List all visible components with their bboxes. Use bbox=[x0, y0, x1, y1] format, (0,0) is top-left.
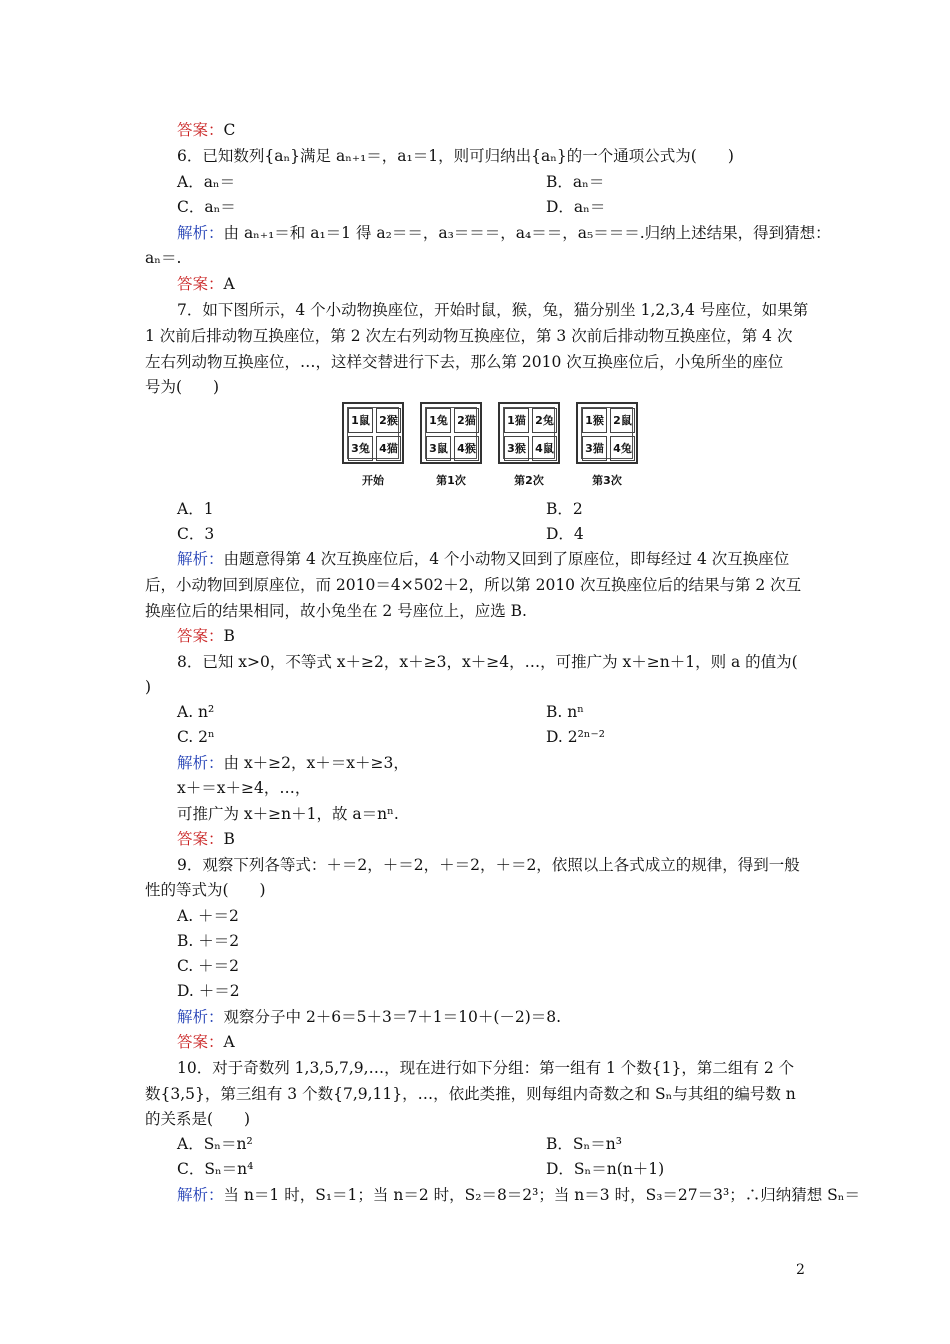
text-line bbox=[177, 906, 239, 926]
text-line bbox=[145, 880, 266, 900]
text-line bbox=[177, 753, 409, 773]
text-line bbox=[177, 652, 798, 672]
panel-caption: 开始 bbox=[362, 474, 384, 487]
seat-cell: 3猴 bbox=[504, 436, 529, 461]
line-text: A．Sₙ＝n² bbox=[177, 1135, 253, 1153]
text-line bbox=[177, 197, 236, 217]
seat-cell: 1鼠 bbox=[348, 408, 373, 433]
line-text: A. n² bbox=[177, 703, 215, 721]
panel-caption: 第1次 bbox=[436, 474, 466, 487]
seat-cell: 3猫 bbox=[582, 436, 607, 461]
seat-cell: 4鼠 bbox=[532, 436, 557, 461]
seat-grid bbox=[581, 407, 633, 459]
line-text: aₙ＝. bbox=[145, 249, 182, 267]
analysis-label: 解析： bbox=[177, 550, 224, 568]
page-number: 2 bbox=[796, 1262, 805, 1278]
line-text: B bbox=[223, 627, 235, 645]
text-line bbox=[177, 524, 214, 544]
line-text: C．3 bbox=[177, 525, 215, 543]
text-line bbox=[145, 1109, 250, 1129]
text-line bbox=[177, 1159, 253, 1179]
line-text: 可推广为 x＋≥n＋1，故 a＝nⁿ. bbox=[177, 805, 399, 823]
seat-cell: 2兔 bbox=[532, 408, 557, 433]
text-line bbox=[177, 855, 800, 875]
line-text: 的关系是( ) bbox=[145, 1110, 251, 1128]
text-line bbox=[177, 702, 214, 722]
line-text: B．aₙ＝ bbox=[546, 173, 605, 191]
text-line bbox=[177, 1032, 235, 1052]
answer-label: 答案： bbox=[177, 627, 224, 645]
line-text: D. 2²ⁿ⁻² bbox=[546, 728, 605, 746]
line-text: C．Sₙ＝n⁴ bbox=[177, 1160, 254, 1178]
seat-cell: 3兔 bbox=[348, 436, 373, 461]
text-line bbox=[177, 300, 808, 320]
text-line bbox=[177, 1134, 253, 1154]
text-line bbox=[177, 146, 734, 166]
line-text: x＋＝x＋≥4，…， bbox=[177, 779, 311, 797]
line-text: 数{3,5}，第三组有 3 个数{7,9,11}，…，依此类推，则每组内奇数之和 Sₙ与其组的编号数 n bbox=[145, 1085, 796, 1103]
line-text: D．4 bbox=[546, 525, 584, 543]
analysis-label: 解析： bbox=[177, 754, 224, 772]
seat-swap-figure bbox=[342, 402, 640, 492]
text-line bbox=[145, 326, 792, 346]
seat-cell: 4兔 bbox=[610, 436, 635, 461]
text-line bbox=[546, 172, 604, 192]
text-line bbox=[177, 1185, 860, 1205]
text-line bbox=[145, 248, 181, 268]
line-text: 由 x＋≥2，x＋＝x＋≥3， bbox=[223, 754, 409, 772]
line-text: 9．观察下列各等式：＋＝2，＋＝2，＋＝2，＋＝2，依照以上各式成立的规律，得到一般 bbox=[177, 856, 800, 874]
line-text: 由 aₙ₊₁＝和 a₁＝1 得 a₂＝＝，a₃＝＝＝，a₄＝＝，a₅＝＝＝.归纳上述结果，得到猜想： bbox=[223, 224, 831, 242]
line-text: ) bbox=[145, 678, 152, 696]
line-text: 8．已知 x>0，不等式 x＋≥2，x＋≥3，x＋≥4，…，可推广为 x＋≥n＋1，则 a 的值为( bbox=[177, 653, 798, 671]
text-line bbox=[177, 956, 239, 976]
line-text: 1 次前后排动物互换座位，第 2 次左右列动物互换座位，第 3 次前后排动物互换座位，第 4 次 bbox=[145, 327, 793, 345]
seat-cell: 3鼠 bbox=[426, 436, 451, 461]
line-text: B bbox=[223, 830, 235, 848]
text-line bbox=[177, 274, 235, 294]
text-line bbox=[546, 702, 584, 722]
seat-grid bbox=[503, 407, 555, 459]
seat-cell: 1兔 bbox=[426, 408, 451, 433]
line-text: A bbox=[223, 1033, 235, 1051]
analysis-label: 解析： bbox=[177, 224, 224, 242]
text-line bbox=[177, 499, 214, 519]
answer-label: 答案： bbox=[177, 830, 224, 848]
line-text: 后，小动物回到原座位，而 2010＝4×502＋2，所以第 2010 次互换座位后的结果与第 2 次互 bbox=[145, 576, 802, 594]
text-line bbox=[177, 778, 310, 798]
line-text: C. ＋＝2 bbox=[177, 957, 240, 975]
line-text: C．aₙ＝ bbox=[177, 198, 236, 216]
line-text: 当 n＝1 时，S₁＝1；当 n＝2 时，S₂＝8＝2³；当 n＝3 时，S₃＝27＝3³；∴归纳猜想 Sₙ＝ bbox=[223, 1186, 860, 1204]
panel-caption: 第3次 bbox=[592, 474, 622, 487]
analysis-label: 解析： bbox=[177, 1008, 224, 1026]
text-line bbox=[177, 829, 235, 849]
analysis-label: 解析： bbox=[177, 1186, 224, 1204]
line-text: B．2 bbox=[546, 500, 583, 518]
seat-cell: 4猫 bbox=[376, 436, 401, 461]
line-text: A bbox=[223, 275, 235, 293]
seat-panel bbox=[498, 402, 560, 464]
answer-label: 答案： bbox=[177, 1033, 224, 1051]
text-line bbox=[546, 197, 605, 217]
seat-cell: 2猫 bbox=[454, 408, 479, 433]
text-line bbox=[177, 1058, 794, 1078]
text-line bbox=[145, 677, 151, 697]
line-text: 7．如下图所示，4 个小动物换座位，开始时鼠，猴，兔，猫分别坐 1,2,3,4 号座位，如果第 bbox=[177, 301, 809, 319]
text-line bbox=[145, 1084, 796, 1104]
line-text: 6．已知数列{aₙ}满足 aₙ₊₁＝，a₁＝1，则可归纳出{aₙ}的一个通项公式为( ) bbox=[177, 147, 734, 165]
seat-panel bbox=[420, 402, 482, 464]
line-text: C bbox=[223, 121, 236, 139]
seat-grid bbox=[347, 407, 399, 459]
text-line bbox=[546, 1134, 622, 1154]
text-line bbox=[546, 727, 605, 747]
seat-grid bbox=[425, 407, 477, 459]
line-text: A．aₙ＝ bbox=[177, 173, 236, 191]
text-line bbox=[177, 981, 240, 1001]
text-line bbox=[177, 626, 235, 646]
line-text: D．aₙ＝ bbox=[546, 198, 606, 216]
line-text: B. nⁿ bbox=[546, 703, 584, 721]
text-line bbox=[177, 120, 235, 140]
line-text: A．1 bbox=[177, 500, 214, 518]
text-line bbox=[145, 377, 219, 397]
line-text: D．Sₙ＝n(n＋1) bbox=[546, 1160, 665, 1178]
seat-cell: 1猫 bbox=[504, 408, 529, 433]
line-text: 左右列动物互换座位，…，这样交替进行下去，那么第 2010 次互换座位后，小兔所坐的座位 bbox=[145, 353, 784, 371]
text-line bbox=[145, 601, 527, 621]
seat-cell: 2鼠 bbox=[610, 408, 635, 433]
seat-panel bbox=[576, 402, 638, 464]
line-text: 性的等式为( ) bbox=[145, 881, 266, 899]
text-line bbox=[177, 549, 789, 569]
line-text: 10．对于奇数列 1,3,5,7,9,…，现在进行如下分组：第一组有 1 个数{1}，第二组有 2 个 bbox=[177, 1059, 795, 1077]
text-line bbox=[177, 223, 831, 243]
text-line bbox=[546, 499, 583, 519]
line-text: 由题意得第 4 次互换座位后，4 个小动物又回到了原座位，即每经过 4 次互换座位 bbox=[223, 550, 790, 568]
line-text: 号为( ) bbox=[145, 378, 220, 396]
line-text: D. ＋＝2 bbox=[177, 982, 240, 1000]
text-line bbox=[177, 931, 239, 951]
text-line bbox=[177, 172, 235, 192]
line-text: B．Sₙ＝n³ bbox=[546, 1135, 622, 1153]
panel-caption: 第2次 bbox=[514, 474, 544, 487]
line-text: 换座位后的结果相同，故小兔坐在 2 号座位上，应选 B. bbox=[145, 602, 527, 620]
text-line bbox=[177, 727, 215, 747]
text-line bbox=[546, 1159, 664, 1179]
line-text: B. ＋＝2 bbox=[177, 932, 240, 950]
seat-cell: 1猴 bbox=[582, 408, 607, 433]
text-line bbox=[145, 575, 801, 595]
seat-panel bbox=[342, 402, 404, 464]
text-line bbox=[546, 524, 584, 544]
answer-label: 答案： bbox=[177, 275, 224, 293]
line-text: 观察分子中 2＋6＝5＋3＝7＋1＝10＋(－2)＝8. bbox=[223, 1008, 562, 1026]
text-line bbox=[177, 1007, 561, 1027]
line-text: C. 2ⁿ bbox=[177, 728, 215, 746]
seat-cell: 2猴 bbox=[376, 408, 401, 433]
seat-cell: 4猴 bbox=[454, 436, 479, 461]
text-line bbox=[145, 352, 783, 372]
line-text: A. ＋＝2 bbox=[177, 907, 239, 925]
answer-label: 答案： bbox=[177, 121, 224, 139]
text-line bbox=[177, 804, 399, 824]
